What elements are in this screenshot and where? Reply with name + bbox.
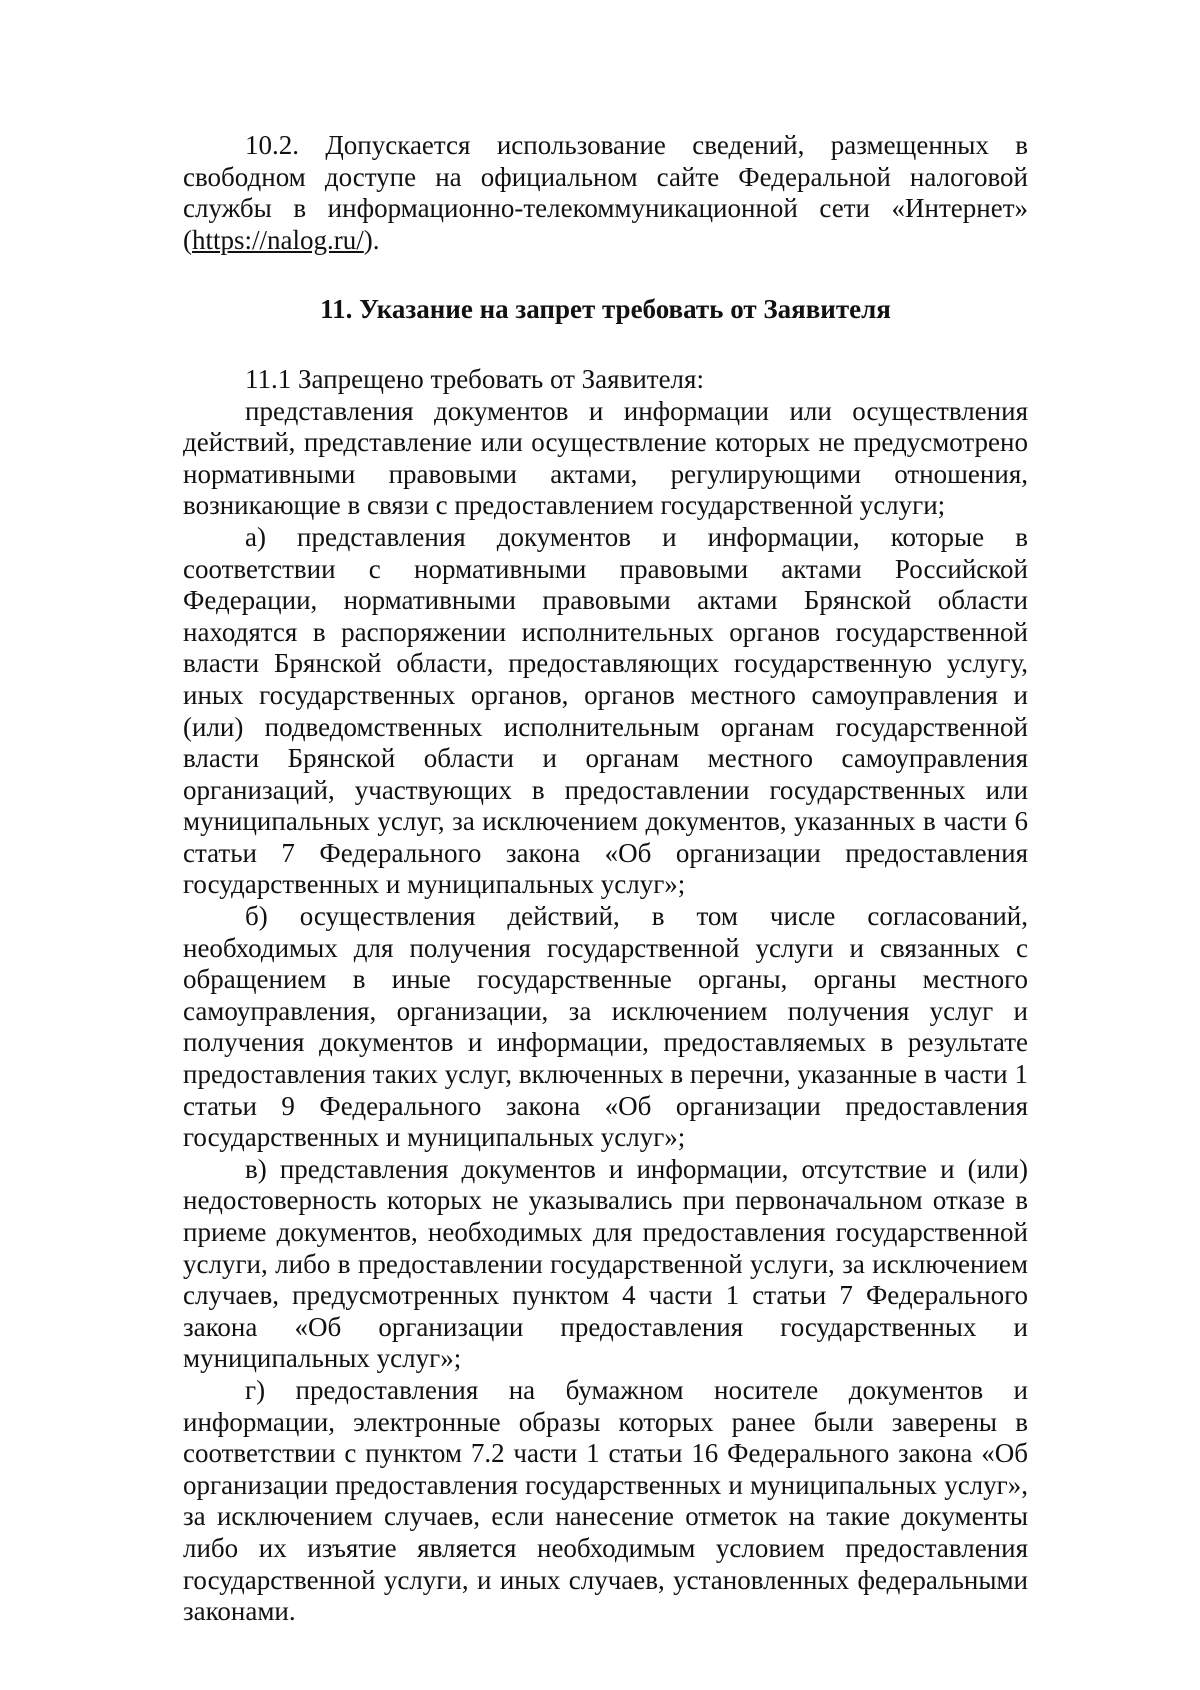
paragraph-10-2: [183, 130, 1028, 256]
paragraph-item-b: б) осуществления действий, в том числе согласований, необходимых для получения государственной услуги и связанных с обращением в иные государственные органы, органы местного самоуправления, организации, за исключением получения услуг и получения документов и информации, предоставляемых в результате предоставления таких услуг, включенных в перечни, указанные в части 1 статьи 9 Федерального закона «Об организации предоставления государственных и муниципальных услуг»;: [183, 901, 1028, 1153]
paragraph-10-2-end: ).: [363, 224, 380, 255]
paragraph-10-2-text: 10.2. Допускается использование сведений, размещенных в свободном доступе на официальном сайте Федеральной налоговой службы в информационно-телекоммуникационной сети «Интернет» (: [183, 130, 1028, 255]
section-11-heading: 11. Указание на запрет требовать от Заявителя: [320, 294, 891, 325]
paragraph-intro: представления документов и информации или осуществления действий, представление или осуществление которых не предусмотрено нормативными правовыми актами, регулирующими отношения, возникающие в связи с предоставлением государственной услуги;: [183, 395, 1028, 521]
document-page: [183, 130, 1028, 1628]
nalog-link[interactable]: https://nalog.ru/: [192, 224, 364, 255]
paragraph-item-v: в) представления документов и информации, отсутствие и (или) недостоверность которых не указывались при первоначальном отказе в приеме документов, необходимых для предоставления государственной услуги, либо в предоставлении государственной услуги, за исключением случаев, предусмотренных пунктом 4 части 1 статьи 7 Федерального закона «Об организации предоставления государственных и муниципальных услуг»;: [183, 1153, 1028, 1374]
paragraph-11-1: 11.1 Запрещено требовать от Заявителя:: [245, 363, 704, 394]
paragraph-item-a: а) представления документов и информации, которые в соответствии с нормативными правовыми актами Российской Федерации, нормативными правовыми актами Брянской области находятся в распоряжении исполнительных органов государственной власти Брянской области, предоставляющих государственную услугу, иных государственных органов, органов местного самоуправления и (или) подведомственных исполнительным органам государственной власти Брянской области и органам местного самоуправления организаций, участвующих в предоставлении государственных или муниципальных услуг, за исключением документов, указанных в части 6 статьи 7 Федерального закона «Об организации предоставления государственных и муниципальных услуг»;: [183, 521, 1028, 900]
paragraph-item-g: г) предоставления на бумажном носителе документов и информации, электронные образы которых ранее были заверены в соответствии с пунктом 7.2 части 1 статьи 16 Федерального закона «Об организации предоставления государственных и муниципальных услуг», за исключением случаев, если нанесение отметок на такие документы либо их изъятие является необходимым условием предоставления государственной услуги, и иных случаев, установленных федеральными законами.: [183, 1374, 1028, 1627]
